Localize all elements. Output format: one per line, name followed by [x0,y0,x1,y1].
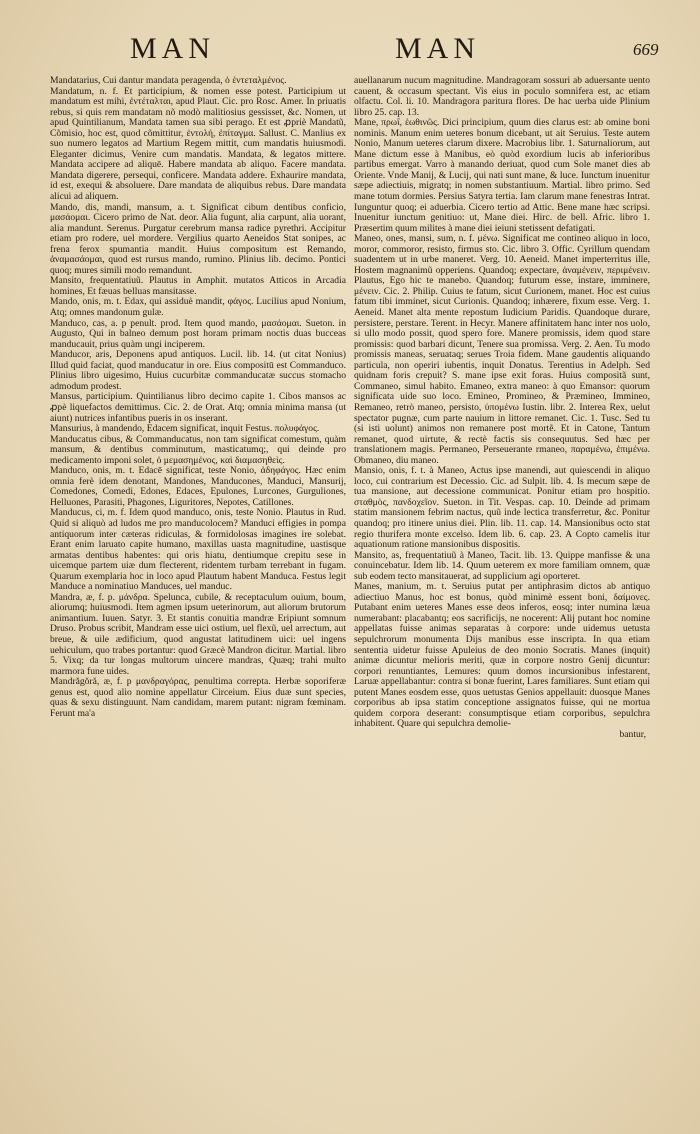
entry-mandatum: Mandatum, n. f. Et participium, & nomen esse potest. Participium ut mandatum est mihi, ἐντέταλται, apud Plaut. Cic. pro Rosc. Amer. In priuatis rebus, si quis rem mandatam nõ modò malitiosius gessisset, &c. Nomen, ut apud Quintilianum, Mandata tamen sua sibi perago. Et est ꝓpriè Mandatũ, Cõmisio, hoc est, quod cõmittitur, ἐντολή, ἐπίταγμα. Sallust. C. Manlius ex suo numero legatos ad Martium Regem mittit, cum mandatis huiusmodi. Eleganter dicimus, Venire cum mandatis. Mandata, & legatos mittere. Mandata accipere ad aliquē. Habere mandata ab aliquo. Facere mandata. Mandata digerere, persequi, conficere. Mandata addere. Exhaurire mandata, id est, exequi & absoluere. Dare mandata de aliquibus rebus. Dare mandata alicui ad aliquem. [50,85,346,203]
entry-manduco-onis: Manduco, onis, m. t. Edacē significat, teste Nonio, ἀδηφάγος. Hæc enim omnia ferè idem denotant, Mandones, Manducones, Manduci, Mansurij, Comedones, Comedi, Edones, Edaces, Epulones, Lurcones, Gurguliones, Helluones, Parasiti, Phagones, Liguritores, Nepotes, Catillones. [50,465,346,508]
entry-mandragora: Mandrăgŏră, æ, f. p μανδραγόρας, penultima correpta. Herbæ soporiferæ genus est, quod alio nomine appellatur Circeium. Eius duæ sunt species, quas & sexu distinguunt. Nam candidam, marem putant: nigram fœminam. Ferunt ma'a [50,676,346,719]
entry-manduco: Manduco, cas, a. p penult. prod. Item quod mando, μασάομαι. Sueton. in Augusto, Qui in balneo demum post horam primam noctis duas bucceas manducauit, prius quàm ungi inciperem. [50,317,346,350]
right-column [354,76,650,1116]
entry-mansio: Mansio, onis, f. t. à Maneo, Actus ipse manendi, aut quiescendi in aliquo loco, cui contrarium est Decessio. Cic. ad Sulpit. lib. 4. Is mecum sæpe de tua mansione, aut decessione communicat. Ponitur etiam pro hospitio. σταθμὸς, πανδοχεῖον. Sueton. in Tit. Vespas. cap. 10. Deinde ad primam statim mansionem febrim nactus, quũ inde lectica transferretur, &c. Ponitur quandoq; pro itinere unius diei. Plin. lib. 11. cap. 14. Mansionibus octo stat regio thurifera monte excelso. Idem lib. 6. cap. 23. A Copto camelis itur aquationum ratione mansionibus dispositis. [354,465,650,551]
entry-mansito-frequentativum: Mansito, as, frequentatiuũ à Maneo, Tacit. lib. 13. Quippe manfisse & una conuincebatur. Idem lib. 14. Quum ueterem ex more familiam omnem, quæ sub eodem tecto mansitauerat, ad supplicium agi oporteret. [354,549,650,582]
left-column [50,76,346,1116]
entry-maneo: Maneo, ones, mansi, sum, n. f. μένω. Significat me contineo aliquo in loco, moror, commoror, resisto, firmus sto. Cic. libro 3. Offic. Cyrillum quendam suadentem ut in urbe maneret. Verg. 10. Aeneid. Manet imperterritus ille, Hostem magnanimũ opperiens. Quandoq; expectare, ἀναμένειν, περιμένειν. Plautus, Ego hic te manebo. Quandoq; futurum esse, instare, imminere, μένειν. Cic. 2. Philip. Cuius te fatum, sicut Curionem, manet. Hoc est cuius fatum tibi imminet, sicut Curionis. Quandoq; inhærere, fixum esse. Verg. 1. Aeneid. Manet alta mente repostum Iudicium Paridis. Quandoque durare, persistere, perstare. Terent. in Hecyr. Manere affinitatem hanc inter nos uolo, si ullo modo possit, quod spero fore. Manere promissis, idem quod stare promissis: quod barbari dicunt, Tenere sua promissa. Verg. 2. Aen. Tu modo promissis maneas, seruataq; serues Troia fidem. Mane gaudentis aliquando particula, non operiri iubentis, inquit Donatus. Terentius in Adelph. Sed quidnam foris crepuit? S. mane ipse exit foras. Huius compositã sunt, Commaneo, simul habito. Emaneo, extra maneo: à quo Emansor: quorum significata uide suo loco. Emineo, Promineo, & Præmineo, Immineo, Remaneo, retrò maneo, persisto, ὑπομένω Iustin. libr. 2. Interea Rex, uelut spectator pugnæ, cum parte nauium in littore remanet. Cic. 1. Tusc. Sed tu (si isti uolunt) animos non remanere post mortẽ. Et in Catone, Tantum remanet, quod uirtute, & rectè factis sis consequutus. Sed hæc per translationem magis. Permaneo, Perseuerante rmaneo, παραμένω, ἐπιμένω. Obmaneo, diu maneo. [354,233,650,466]
entry-mandragora-cont: auellanarum nucum magnitudine. Mandragoram sossuri ab aduersante uento cauent, & occasum spectant. Vis eius in poculo somnifera est, ac etiam olfactu. Col. li. 10. Mandragora paritura flores. De hac uerba uide Plinium libro 25. cap. 13. [354,76,650,118]
entry-manducus: Manducus, ci, m. f. Idem quod manduco, onis, teste Nonio. Plautus in Rud. Quid si aliquò ad ludos me pro manducolocem? Manduci effigies in pompa antiquorum inter cæteras ridiculas, & formidolosas imagines ire solebat. Erant enim laruato capite humano, maxillas uasta magnitudine, uastisque armatas dentibus habentes: qui oris hiatu, dentiumque crepitu sese in uicemque partem uiæ dum flecterent, ridentem turbam terrebant in fugam. Quarum exemplaria hoc in loco apud Plautum habent Manduca. Festus legit Manduce a nominatiuo Manduces, uel manduc. [50,507,346,593]
entry-mandatarius: Mandatarius, Cui dantur mandata peragenda, ὁ ἐντεταλμένος. [50,76,287,86]
entry-mansito: Mansito, frequentatiuũ. Plautus in Amphit. mutatos Atticos in Arcadia homines, Et fæuas belluas mansitasse. [50,275,346,297]
running-head-right: MAN [395,32,481,65]
entry-manducor: Manducor, aris, Deponens apud antiquos. Lucil. lib. 14. (ut citat Nonius) Illud quid faciat, quod manducatur in ore. Eius compositū est Commanduco. Plinius libro uigesimo, Huius cucurbitæ commanducatæ succus stomacho admodum prodest. [50,349,346,392]
page-number: 669 [633,40,659,59]
entry-mandra: Mandra, æ, f. p. μάνδρα. Spelunca, cubile, & receptaculum ouium, boum, aliorumq; huiusmodi. Item agmen ipsum ueterinorum, aut aliorum brutorum animantium. Iuuen. Satyr. 3. Et stantis conuitia mandræ Eripiunt somnum Druso. Probus scribit, Mandram esse uici ostium, uel flexũ, uel arrectum, aut breue, & uile ædificium, quod angustat latitudinem uici: uel ingens uehiculum, quo trabes portantur: quod Græcè Mandron dicitur. Martial. libro 5. Vixq; da tur longas multorum uincere mandras, Quæq; trahi multo marmora fune uides. [50,591,346,677]
entry-mane: Mane, πρωΐ, ἑωθινῶς. Dici principium, quum dies clarus est: ab omine boni nominis. Manum enim ueteres bonum dicebant, ut ait Seruius. Teste autem Nonio, Manum ueteres clarum dixere. Macrobius libr. 1. Saturnaliorum, aut Mane dictum esse à Manibus, eò quòd exordium lucis ab inferioribus partibus emergat. Varro à manando deriuat, quod cum Sole manet dies ab Oriente. Vnde Manij, & Lucij, qui nati sunt mane, & luce. Iunctum inuenitur sæpe adiectiuis, migratq; in nomen substantiuum. Martial. libro primo. Sed mane totum dormies. Persius Satyra tertia. Iam clarum mane fenestras Intrat. Iunguntur quoq; ei aduerbia. Cicero tertio ad Attic. Bene mane hæc scripsi. Inuenitur iunctum genitiuo: ut, Mane diei. Hirc. de bell. Afric. libro 1. Præsertim quum milites à mane diei ieiuni stetissent defatigati. [354,117,650,234]
entry-mansus: Mansus, participium. Quintilianus libro decimo capite 1. Cibos mansos ac ꝓpè liquefactos demittimus. Cic. 2. de Orat. Atq; omnia minima mansa (ut aiunt) nutrices infantibus pueris in os inserant. [50,391,346,424]
catchword: bantur, [619,728,646,740]
running-head [0,32,700,72]
entry-mando: Mando, dis, mandi, mansum, a. t. Significat cibum dentibus conficio, μασάομαι. Cicero primo de Nat. deor. Alia fugunt, alia carpunt, alia uorant, alia mandunt. Serenus. Purgatur cerebrum mansa radice pyrethri. Accipitur etiam pro rodere, uel mordere. Vergilius quarto Aeneidos Stat sonipes, ac frena ferox spumantia mandit. Huius compositum est Remando, ἀναμασάομαι, quod est rursus mando, rumino. Plinius lib. decimo. Pontici quoq; mures simili modo remandunt. [50,201,346,276]
entry-mando-onis: Mando, onis, m. t. Edax, qui assiduè mandit, φάγος. Lucilius apud Nonium, Atq; omnes mandonum gulæ. [50,296,346,319]
running-head-left: MAN [130,32,216,65]
entry-mansurius: Mansurius, à mandendo, Edacem significat, inquit Festus. πολυφάγος. [50,423,320,435]
entry-manducatus: Manducatus cibus, & Commanducatus, non tam significat comestum, quàm mansum, & dentibus comminutum, masticatumq;, qui deinde pro medicamento imponi solet, ὁ μεμασημένος, καὶ διαμασηθεὶς. [50,433,346,466]
entry-manes: Manes, manium, m. t. Seruius putat per antiphrasim dictos ab antiquo adiectiuo Manus, hoc est bonus, quòd minimè essent boni, δαίμονες. Putabant enim ueteres Manes esse deos inferos, eosq; inter numina læua numerabant: placabantq; eos sacrificijs, ne nocerent: Alij putant hoc nomine appellatas fuisse animas separatas à corpore: unde uidemus uetusta sepulchrorum monumenta Dijs manibus esse inscripta. In qua etiam sententia uidetur fuisse Apuleius de deo monio Socratis. Manes (inquit) animæ dicuntur melioris meriti, quæ in corpore nostro Genij dicuntur: corpori renuntiantes, Lemures: quum domos incursionibus infestarent, Laruæ appellabantur: contra si bonæ fuerint, Lares familiares. Sunt etiam qui putent Manes eosdem esse, quos uetustas Genios appellauit: duosque Manes corporibus ab ipsa statim conceptione assignatos fuisse, qui ne mortua quidem corpora deserant: consumptisque etiam corporibus, sepulchra inhabitent. Quare qui sepulchra demolie- [354,581,650,730]
